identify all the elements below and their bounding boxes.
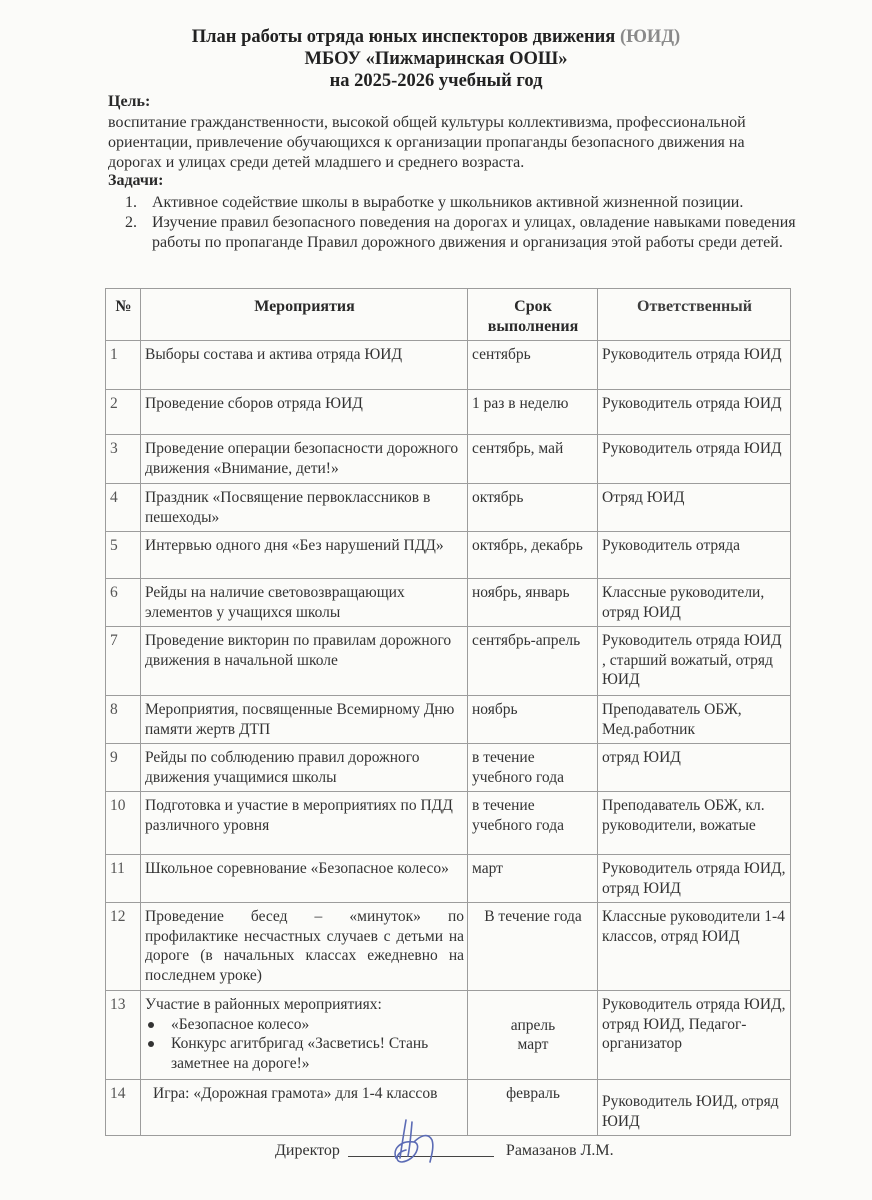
row-date: сентябрь, май [468,435,598,484]
date-line: март [517,1036,549,1053]
row-responsible: Руководитель отряда ЮИД [598,341,791,390]
task-number: 1. [125,194,137,211]
table-row [106,532,791,579]
row-event: Школьное соревнование «Безопасное колесо» [141,855,468,903]
header-event: Мероприятия [141,289,468,341]
row-event: Праздник «Посвящение первоклассников в пешеходы» [141,484,468,532]
row-number: 5 [106,532,141,579]
task-item [108,213,798,253]
row-number: 8 [106,696,141,744]
table-row [106,341,791,390]
row-number: 7 [106,627,141,696]
row-date: в течение учебного года [468,744,598,792]
row-date: февраль [468,1080,598,1136]
row-date: ноябрь [468,696,598,744]
table-row [106,390,791,435]
row-date: март [468,855,598,903]
event-bullet-list [145,1015,464,1074]
tasks-list [108,193,798,253]
row-responsible: Руководитель отряда [598,532,791,579]
header-responsible: Ответственный [598,289,791,341]
table-row [106,1080,791,1136]
row-event: Проведение операции безопасности дорожного движения «Внимание, дети!» [141,435,468,484]
goal-label: Цель: [108,93,151,110]
row-number: 1 [106,341,141,390]
task-text: Активное содействие школы в выработке у школьников активной жизненной позиции. [152,194,744,211]
row-date: сентябрь [468,341,598,390]
row-responsible: Преподаватель ОБЖ, кл. руководители, вожатые [598,792,791,855]
row-event: Проведение викторин по правилам дорожного движения в начальной школе [141,627,468,696]
table-row [106,579,791,627]
row-responsible: Руководитель отряда ЮИД [598,390,791,435]
table-header-row [106,289,791,341]
task-text: Изучение правил безопасного поведения на дорогах и улицах, овладение навыками поведения работы по пропаганде Правил дорожного движения и организация этой работы среди детей. [152,214,796,251]
event-bullet-item: «Безопасное колесо» [145,1015,464,1035]
row-responsible: Преподаватель ОБЖ, Мед.работник [598,696,791,744]
row-date: октябрь [468,484,598,532]
row-responsible: Руководитель отряда ЮИД , старший вожатый, отряд ЮИД [598,627,791,696]
row-event: Мероприятия, посвященные Всемирному Дню памяти жертв ДТП [141,696,468,744]
row-event: Подготовка и участие в мероприятиях по ПДД различного уровня [141,792,468,855]
row-responsible: Руководитель ЮИД, отряд ЮИД [598,1080,791,1136]
row-responsible: отряд ЮИД [598,744,791,792]
row-date [468,991,598,1080]
row-number: 10 [106,792,141,855]
row-number: 6 [106,579,141,627]
signature-block [275,1138,614,1160]
task-number: 2. [125,214,137,231]
event-bullet-item: Конкурс агитбригад «Засветись! Стань заметнее на дороге!» [145,1034,464,1073]
row-event [141,991,468,1080]
table-row [106,855,791,903]
signature-line [348,1138,494,1157]
row-date: в течение учебного года [468,792,598,855]
handwritten-signature-icon [392,1118,442,1166]
table-row [106,903,791,991]
activity-plan-table [105,288,791,1136]
row-event: Рейды по соблюдению правил дорожного движения учащимися школы [141,744,468,792]
signature-name: Рамазанов Л.М. [505,1142,614,1159]
row-event: Выборы состава и актива отряда ЮИД [141,341,468,390]
goal-text: воспитание гражданственности, высокой общей культуры коллективизма, профессиональной ориентации, привлечение обучающихся к организации пропаганды безопасного движения на дорогах и улицах среди детей младшего и среднего возраста. [108,114,746,171]
row-responsible: Руководитель отряда ЮИД [598,435,791,484]
row-number: 3 [106,435,141,484]
row-responsible: Отряд ЮИД [598,484,791,532]
document-title [0,27,872,48]
row-number: 14 [106,1080,141,1136]
table-row [106,696,791,744]
row-number: 4 [106,484,141,532]
date-line: апрель [510,1016,556,1034]
row-date: сентябрь-апрель [468,627,598,696]
table-row [106,991,791,1080]
row-number: 12 [106,903,141,991]
row-date: ноябрь, январь [468,579,598,627]
row-number: 9 [106,744,141,792]
row-event: Интервью одного дня «Без нарушений ПДД» [141,532,468,579]
row-date: В течение года [468,903,598,991]
row-responsible: Руководитель отряда ЮИД, отряд ЮИД [598,855,791,903]
row-number: 11 [106,855,141,903]
school-name: МБОУ «Пижмаринская ООШ» [304,49,568,69]
tasks-label: Задачи: [108,172,164,189]
table-row [106,792,791,855]
task-item [108,193,798,213]
row-responsible: Руководитель отряда ЮИД, отряд ЮИД, Педагог- организатор [598,991,791,1080]
table-row [106,744,791,792]
academic-year: на 2025-2026 учебный год [329,71,543,91]
table-row [106,627,791,696]
row-date: октябрь, декабрь [468,532,598,579]
row-event: Рейды на наличие световозвращающих элементов у учащихся школы [141,579,468,627]
signature-role: Директор [275,1142,340,1159]
row-responsible: Классные руководители 1-4 классов, отряд ЮИД [598,903,791,991]
table-row [106,484,791,532]
header-date: Срок выполнения [468,289,598,341]
row-number: 13 [106,991,141,1080]
row-event: Проведение сборов отряда ЮИД [141,390,468,435]
row-responsible: Классные руководители, отряд ЮИД [598,579,791,627]
row-event: Проведение бесед – «минуток» по профилактике несчастных случаев с детьми на дороге (в начальных классах ежедневно на последнем уроке) [141,903,468,991]
row-date: 1 раз в неделю [468,390,598,435]
title-main: План работы отряда юных инспекторов движения [191,27,616,47]
title-abbreviation: (ЮИД) [619,27,681,47]
row-number: 2 [106,390,141,435]
header-number: № [106,289,141,341]
table-row [106,435,791,484]
event-heading: Участие в районных мероприятиях: [145,996,382,1013]
row-event: Игра: «Дорожная грамота» для 1-4 классов [141,1080,468,1136]
